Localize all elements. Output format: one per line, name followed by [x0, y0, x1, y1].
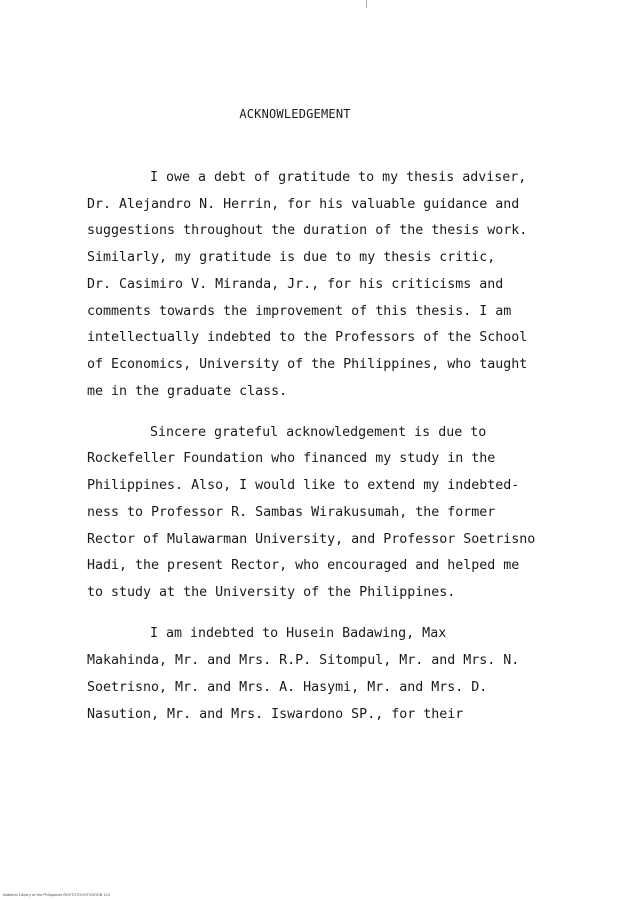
text-line: Philippines. Also, I would like to extend my indebted-: [87, 478, 520, 493]
text-line: of Economics, University of the Philippines, who taught: [87, 357, 528, 372]
text-line: Nasution, Mr. and Mrs. Iswardono SP., for their: [87, 707, 464, 722]
text-line: Soetrisno, Mr. and Mrs. A. Hasymi, Mr. and Mrs. D.: [87, 680, 488, 695]
text-line: intellectually indebted to the Professors of the School: [87, 330, 528, 345]
text-line: I am indebted to Husein Badawing, Max: [150, 626, 447, 641]
text-line: suggestions throughout the duration of the thesis work.: [87, 223, 528, 238]
text-line: Rockefeller Foundation who financed my study in the: [87, 451, 496, 466]
page-title: ACKNOWLEDGEMENT: [239, 107, 351, 121]
text-line: ness to Professor R. Sambas Wirakusumah, the former: [87, 505, 496, 520]
scan-footer: National Library of the Philippines ROOTOTOOOTOOOON 112: [3, 893, 111, 897]
text-line: me in the graduate class.: [87, 384, 288, 399]
text-line: Hadi, the present Rector, who encouraged and helped me: [87, 558, 520, 573]
text-line: comments towards the improvement of this thesis. I am: [87, 304, 512, 319]
scan-mark: [366, 0, 367, 8]
text-line: I owe a debt of gratitude to my thesis adviser,: [150, 170, 527, 185]
text-line: Rector of Mulawarman University, and Professor Soetrisno: [87, 532, 536, 547]
text-line: Similarly, my gratitude is due to my thesis critic,: [87, 250, 496, 265]
text-line: Makahinda, Mr. and Mrs. R.P. Sitompul, Mr. and Mrs. N.: [87, 653, 520, 668]
scan-speckle: [600, 640, 630, 890]
text-line: to study at the University of the Philippines.: [87, 585, 456, 600]
text-line: Dr. Alejandro N. Herrin, for his valuable guidance and: [87, 197, 520, 212]
text-line: Sincere grateful acknowledgement is due to: [150, 425, 487, 440]
text-line: Dr. Casimiro V. Miranda, Jr., for his criticisms and: [87, 277, 504, 292]
